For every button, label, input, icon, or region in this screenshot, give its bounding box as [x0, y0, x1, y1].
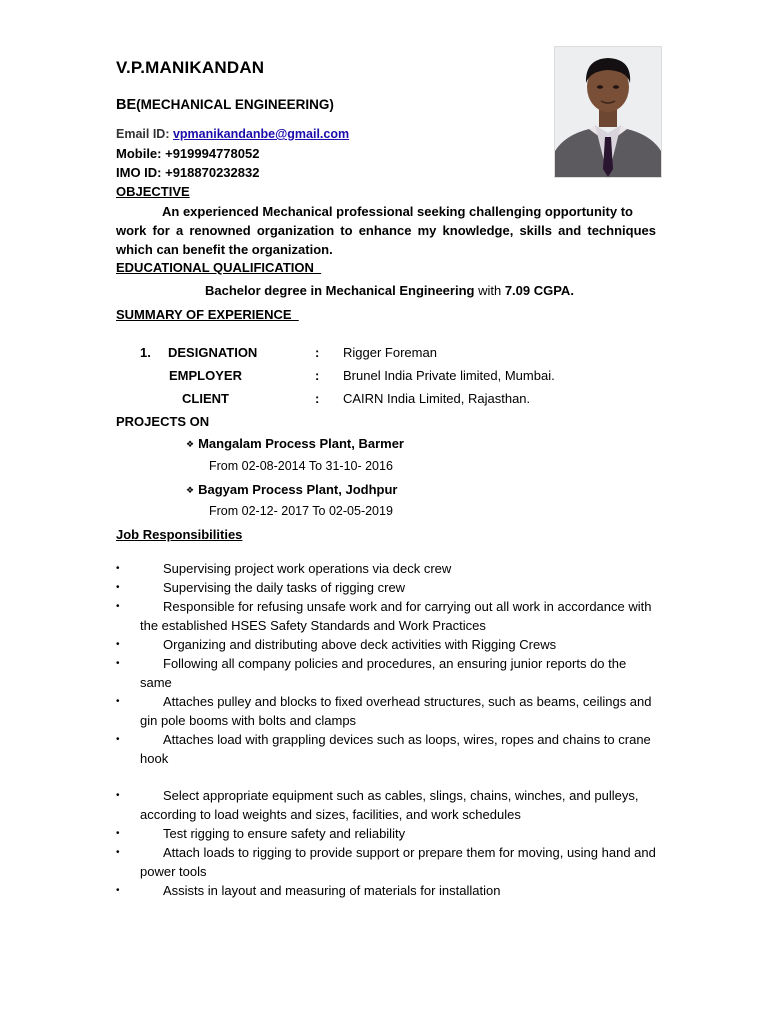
project-item — [186, 482, 397, 497]
experience-index: 1. — [140, 345, 151, 360]
responsibilities-list — [116, 559, 661, 900]
project-item — [186, 436, 404, 451]
bullet-icon: • — [116, 639, 120, 650]
education-heading — [116, 260, 321, 275]
candidate-name: V.P.MANIKANDAN — [116, 58, 265, 77]
objective-heading: OBJECTIVE — [116, 184, 190, 199]
list-item — [116, 730, 661, 768]
list-item-text: Test rigging to ensure safety and reliability — [163, 826, 406, 841]
bullet-icon: • — [116, 601, 120, 612]
list-item — [116, 635, 661, 654]
list-item-text: Organizing and distributing above deck activities with Rigging Crews — [163, 637, 557, 652]
list-item — [116, 578, 661, 597]
imo-line: IMO ID: +918870232832 — [116, 165, 260, 180]
client-colon: : — [315, 391, 320, 406]
list-item-text: Attaches pulley and blocks to fixed overhead structures, such as beams, ceilings and gin pole booms with bolts and clamps — [140, 694, 652, 728]
objective-text — [116, 202, 656, 259]
degree-specialization: (MECHANICAL ENGINEERING) — [136, 97, 334, 112]
objective-rest: work for a renowned organization to enhance my knowledge, skills and techniques which can benefit the organization. — [116, 223, 656, 257]
designation-value: Rigger Foreman — [343, 345, 437, 360]
bullet-icon: • — [116, 582, 120, 593]
bullet-icon: • — [116, 885, 120, 896]
list-item — [116, 597, 661, 635]
designation-colon: : — [315, 345, 320, 360]
email-link[interactable]: vpmanikandanbe@gmail.com — [172, 127, 350, 141]
portrait-illustration — [555, 47, 661, 177]
bullet-icon: • — [116, 828, 120, 839]
client-value: CAIRN India Limited, Rajasthan. — [343, 391, 531, 406]
email-line — [116, 127, 349, 141]
client-label: CLIENT — [182, 391, 229, 406]
experience-heading — [116, 307, 299, 322]
list-item-text: Attaches load with grappling devices such as loops, wires, ropes and chains to crane hook — [140, 732, 651, 766]
list-item-text: Supervising the daily tasks of rigging crew — [163, 580, 406, 595]
education-line — [205, 283, 574, 298]
project-name: Mangalam Process Plant, Barmer — [198, 436, 404, 451]
diamond-bullet-icon: ❖ — [186, 485, 195, 495]
list-item — [116, 881, 661, 900]
education-degree: Bachelor degree in Mechanical Engineering — [205, 283, 475, 298]
list-item-text: Select appropriate equipment such as cables, slings, chains, winches, and pulleys, according to load weights and sizes, facilities, and work schedules — [140, 788, 639, 822]
list-item — [116, 824, 661, 843]
list-item-text: Responsible for refusing unsafe work and for carrying out all work in accordance with the established HSES Safety Standards and Work Practices — [140, 599, 652, 633]
list-item — [116, 559, 661, 578]
bullet-icon: • — [116, 847, 120, 858]
employer-value: Brunel India Private limited, Mumbai. — [343, 368, 555, 383]
project-name: Bagyam Process Plant, Jodhpur — [198, 482, 398, 497]
list-item — [116, 843, 661, 881]
list-item-text: Supervising project work operations via deck crew — [163, 561, 452, 576]
project-dates: From 02-12- 2017 To 02-05-2019 — [209, 504, 393, 518]
project-dates: From 02-08-2014 To 31-10- 2016 — [209, 459, 393, 473]
degree-prefix: BE — [116, 97, 137, 113]
email-label: Email ID: — [116, 127, 173, 141]
list-item-text: Following all company policies and procedures, an ensuring junior reports do the same — [140, 656, 627, 690]
education-heading-text: EDUCATIONAL QUALIFICATION — [116, 260, 314, 275]
list-item-text: Assists in layout and measuring of materials for installation — [163, 883, 501, 898]
bullet-icon: • — [116, 696, 120, 707]
diamond-bullet-icon: ❖ — [186, 439, 195, 449]
employer-colon: : — [315, 368, 320, 383]
profile-photo — [554, 46, 662, 178]
designation-label: DESIGNATION — [168, 345, 258, 360]
list-item — [116, 786, 661, 824]
bullet-icon: • — [116, 563, 120, 574]
employer-label: EMPLOYER — [169, 368, 242, 383]
degree-line — [116, 97, 334, 113]
experience-heading-text: SUMMARY OF EXPERIENCE — [116, 307, 292, 322]
bullet-icon: • — [116, 734, 120, 745]
responsibilities-heading: Job Responsibilities — [116, 527, 243, 542]
objective-first-line: An experienced Mechanical professional seeking challenging opportunity to — [162, 204, 633, 219]
bullet-icon: • — [116, 658, 120, 669]
list-item — [116, 692, 661, 730]
mobile-line: Mobile: +919994778052 — [116, 146, 260, 161]
list-item — [116, 654, 661, 692]
education-cgpa: 7.09 CGPA. — [504, 283, 574, 298]
list-item-text: Attach loads to rigging to provide support or prepare them for moving, using hand and power tools — [140, 845, 656, 879]
education-with: with — [474, 283, 505, 298]
projects-heading: PROJECTS ON — [116, 414, 210, 429]
bullet-icon: • — [116, 790, 120, 801]
